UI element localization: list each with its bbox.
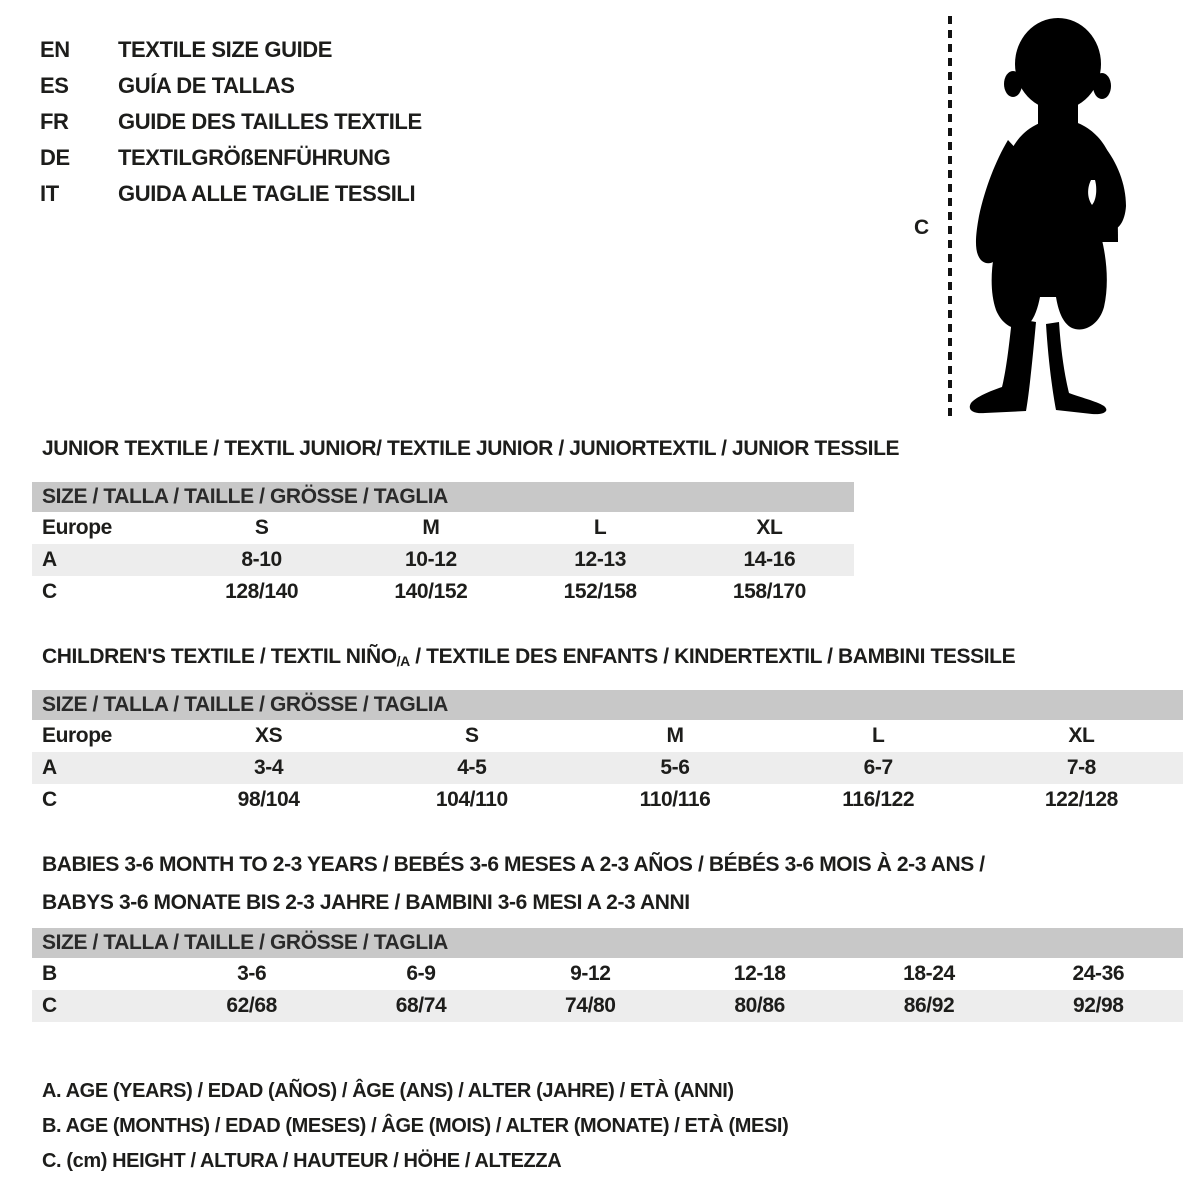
row-label: C xyxy=(42,994,57,1017)
language-code: EN xyxy=(40,37,70,62)
value-cell: 3-6 xyxy=(237,962,267,985)
children-heading-pre: CHILDREN'S TEXTILE / TEXTIL NIÑO xyxy=(42,645,397,668)
row-label: C xyxy=(42,580,57,603)
toddler-silhouette-icon xyxy=(958,12,1138,422)
table-row-months xyxy=(32,958,1183,990)
size-header-bar: SIZE / TALLA / TAILLE / GRÖSSE / TAGLIA xyxy=(32,928,1183,958)
height-measure-label: C xyxy=(914,216,929,239)
junior-size-table xyxy=(32,482,854,608)
size-header-bar: SIZE / TALLA / TAILLE / GRÖSSE / TAGLIA xyxy=(32,690,1183,720)
value-cell: 74/80 xyxy=(565,994,616,1017)
children-section-heading xyxy=(42,645,1015,669)
guide-title-fr: GUIDE DES TAILLES TEXTILE xyxy=(118,109,422,134)
legend-line-c: C. (cm) HEIGHT / ALTURA / HAUTEUR / HÖHE / ALTEZZA xyxy=(42,1150,562,1172)
value-cell: 6-7 xyxy=(863,756,893,779)
value-cell: 62/68 xyxy=(226,994,277,1017)
table-row-height xyxy=(32,576,854,608)
legend xyxy=(42,1074,788,1179)
size-header-bar: SIZE / TALLA / TAILLE / GRÖSSE / TAGLIA xyxy=(32,482,854,512)
height-dashed-line xyxy=(948,16,952,416)
value-cell: 140/152 xyxy=(394,580,468,603)
value-cell: 98/104 xyxy=(237,788,300,811)
children-size-table xyxy=(32,690,1183,816)
row-label: Europe xyxy=(42,724,112,747)
value-cell: 6-9 xyxy=(406,962,436,985)
guide-title-en: TEXTILE SIZE GUIDE xyxy=(118,37,333,62)
size-cell: XS xyxy=(254,724,283,747)
babies-section-heading-line1: BABIES 3-6 MONTH TO 2-3 YEARS / BEBÉS 3-6 MESES A 2-3 AÑOS / BÉBÉS 3-6 MOIS À 2-3 ANS / xyxy=(42,853,985,876)
size-cell: S xyxy=(464,724,479,747)
row-label: Europe xyxy=(42,516,112,539)
value-cell: 5-6 xyxy=(660,756,690,779)
value-cell: 152/158 xyxy=(563,580,637,603)
language-code: FR xyxy=(40,109,69,134)
value-cell: 158/170 xyxy=(732,580,806,603)
value-cell: 4-5 xyxy=(457,756,487,779)
value-cell: 122/128 xyxy=(1044,788,1118,811)
babies-size-table xyxy=(32,928,1183,1022)
value-cell: 68/74 xyxy=(395,994,447,1017)
language-code: IT xyxy=(40,181,59,206)
value-cell: 104/110 xyxy=(435,788,508,811)
row-label: C xyxy=(42,788,57,811)
value-cell: 12-13 xyxy=(574,548,626,571)
guide-title-de: TEXTILGRÖßENFÜHRUNG xyxy=(118,145,391,170)
value-cell: 80/86 xyxy=(734,994,785,1017)
table-row-height xyxy=(32,990,1183,1022)
value-cell: 7-8 xyxy=(1066,756,1096,779)
language-row-it xyxy=(40,176,422,212)
language-code: DE xyxy=(40,145,70,170)
row-label: B xyxy=(42,962,57,985)
children-heading-post: / TEXTILE DES ENFANTS / KINDERTEXTIL / BAMBINI TESSILE xyxy=(409,645,1016,668)
children-heading-subscript: /A xyxy=(396,653,410,669)
value-cell: 10-12 xyxy=(405,548,457,571)
row-label: A xyxy=(42,548,57,571)
language-row-de xyxy=(40,140,422,176)
legend-line-b: B. AGE (MONTHS) / EDAD (MESES) / ÂGE (MOIS) / ALTER (MONATE) / ETÀ (MESI) xyxy=(42,1115,789,1137)
legend-line-a: A. AGE (YEARS) / EDAD (AÑOS) / ÂGE (ANS) / ALTER (JAHRE) / ETÀ (ANNI) xyxy=(42,1080,734,1102)
table-row-age xyxy=(32,544,854,576)
size-cell: L xyxy=(871,724,885,747)
value-cell: 14-16 xyxy=(743,548,796,571)
value-cell: 9-12 xyxy=(570,962,611,985)
language-row-fr xyxy=(40,104,422,140)
table-row-region xyxy=(32,512,854,544)
value-cell: 92/98 xyxy=(1073,994,1124,1017)
language-code: ES xyxy=(40,73,69,98)
value-cell: 116/122 xyxy=(842,788,915,811)
value-cell: 8-10 xyxy=(241,548,282,571)
value-cell: 3-4 xyxy=(254,756,284,779)
size-cell: XL xyxy=(1068,724,1095,747)
value-cell: 12-18 xyxy=(733,962,786,985)
value-cell: 128/140 xyxy=(225,580,299,603)
table-row-age xyxy=(32,752,1183,784)
babies-section-heading-line2: BABYS 3-6 MONATE BIS 2-3 JAHRE / BAMBINI 3-6 MESI A 2-3 ANNI xyxy=(42,891,690,914)
junior-section-heading: JUNIOR TEXTILE / TEXTIL JUNIOR/ TEXTILE JUNIOR / JUNIORTEXTIL / JUNIOR TESSILE xyxy=(42,437,900,460)
size-cell: M xyxy=(666,724,684,747)
row-label: A xyxy=(42,756,57,779)
size-cell: XL xyxy=(756,516,783,539)
value-cell: 18-24 xyxy=(903,962,955,985)
language-header xyxy=(40,32,422,212)
size-cell: L xyxy=(593,516,607,539)
table-row-region xyxy=(32,720,1183,752)
value-cell: 86/92 xyxy=(903,994,955,1017)
language-row-en xyxy=(40,32,422,68)
guide-title-it: GUIDA ALLE TAGLIE TESSILI xyxy=(118,181,416,206)
size-cell: M xyxy=(422,516,440,539)
value-cell: 24-36 xyxy=(1072,962,1125,985)
guide-title-es: GUÍA DE TALLAS xyxy=(118,73,295,98)
table-row-height xyxy=(32,784,1183,816)
language-row-es xyxy=(40,68,422,104)
value-cell: 110/116 xyxy=(639,788,711,811)
size-cell: S xyxy=(254,516,269,539)
